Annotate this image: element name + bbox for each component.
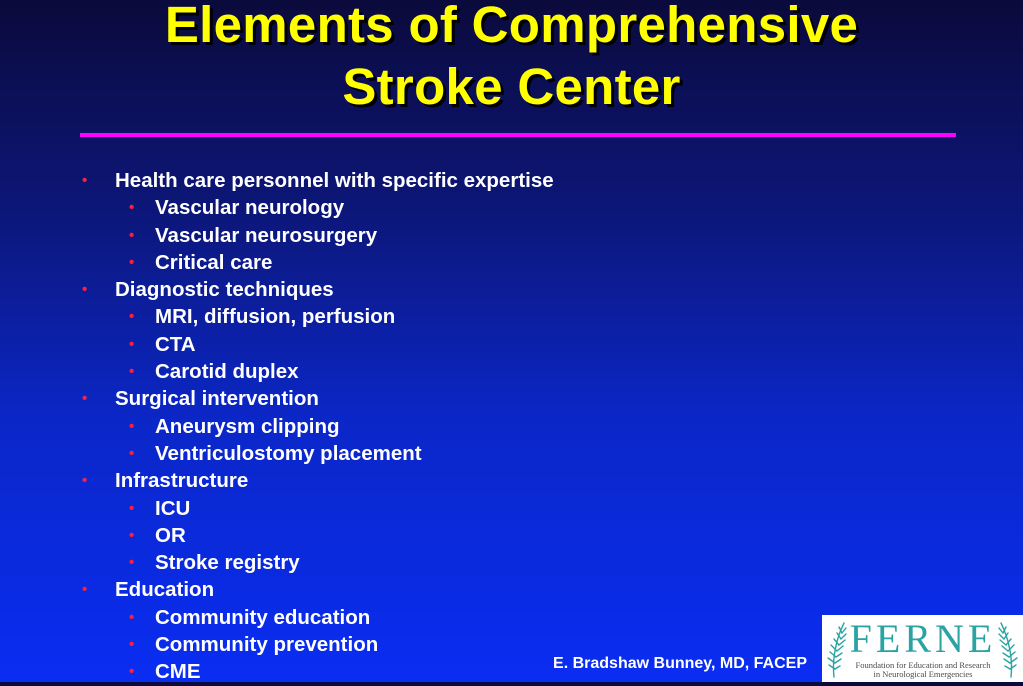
sub-bullet-item: [0, 440, 800, 467]
bullet-text: Surgical intervention: [115, 387, 319, 411]
logo-tagline-line-2: in Neurological Emergencies: [873, 669, 973, 679]
bullet-marker: •: [129, 444, 135, 462]
bullet-marker: •: [129, 308, 135, 326]
bullet-text: Community education: [155, 605, 371, 629]
bullet-text: Infrastructure: [115, 469, 249, 493]
bullet-text: MRI, diffusion, perfusion: [155, 305, 396, 329]
bullet-text: Vascular neurology: [155, 196, 345, 220]
bullet-text: Community prevention: [155, 633, 379, 657]
slide-title-line-1: Elements of Comprehensive: [164, 0, 859, 53]
bullet-marker: •: [129, 636, 135, 654]
sub-bullet-item: [0, 495, 800, 522]
bullet-marker: •: [129, 499, 135, 517]
sub-bullet-item: [0, 604, 800, 631]
bullet-marker: •: [129, 554, 135, 572]
bullet-text: Critical care: [155, 250, 273, 274]
sub-bullet-item: [0, 249, 800, 276]
bullet-text: Aneurysm clipping: [155, 414, 340, 438]
bullet-text: CTA: [155, 332, 196, 356]
bullet-marker: •: [129, 526, 135, 544]
bullet-item: [0, 385, 800, 412]
sub-bullet-item: [0, 358, 800, 385]
bullet-marker: •: [82, 172, 88, 189]
bullet-text: CME: [155, 660, 201, 684]
sub-bullet-item: [0, 194, 800, 221]
bullet-item: [0, 276, 800, 303]
bullet-text: Diagnostic techniques: [115, 278, 334, 302]
bullet-marker: •: [82, 390, 88, 408]
bullet-text: Health care personnel with specific expertise: [115, 169, 554, 192]
title-divider: [80, 133, 956, 137]
bullet-text: OR: [155, 523, 186, 547]
bullet-marker: •: [129, 335, 135, 353]
bullet-list: [0, 167, 800, 686]
bullet-marker: •: [129, 663, 135, 681]
bullet-marker: •: [82, 581, 88, 599]
slide-title-line-2: Stroke Center: [342, 58, 681, 115]
slide-title: [0, 0, 1023, 118]
bullet-text: Education: [115, 578, 215, 602]
bullet-marker: •: [129, 608, 135, 626]
logo-tagline-line-1: Foundation for Education and Research: [855, 660, 991, 670]
bullet-marker: •: [129, 199, 135, 217]
bullet-text: Ventriculostomy placement: [155, 441, 422, 465]
sub-bullet-item: [0, 522, 800, 549]
bullet-text: Stroke registry: [155, 551, 300, 575]
sub-bullet-item: [0, 413, 800, 440]
sub-bullet-item: [0, 303, 800, 330]
bullet-marker: •: [129, 253, 135, 271]
bullet-marker: •: [129, 363, 135, 381]
bullet-marker: •: [129, 417, 135, 435]
bullet-text: Carotid duplex: [155, 360, 299, 384]
bullet-marker: •: [82, 281, 88, 299]
bullet-marker: •: [129, 226, 135, 244]
logo-wordmark: FERNE: [849, 616, 997, 661]
bullet-item: [0, 167, 800, 194]
bullet-text: Vascular neurosurgery: [155, 223, 378, 247]
bullet-item: [0, 467, 800, 494]
ferne-logo: [822, 615, 1023, 682]
sub-bullet-item: [0, 222, 800, 249]
author-credit: E. Bradshaw Bunney, MD, FACEP: [553, 655, 807, 672]
bullet-item: [0, 576, 800, 603]
bullet-marker: •: [82, 472, 88, 490]
sub-bullet-item: [0, 331, 800, 358]
bullet-text: ICU: [155, 496, 191, 520]
sub-bullet-item: [0, 549, 800, 576]
